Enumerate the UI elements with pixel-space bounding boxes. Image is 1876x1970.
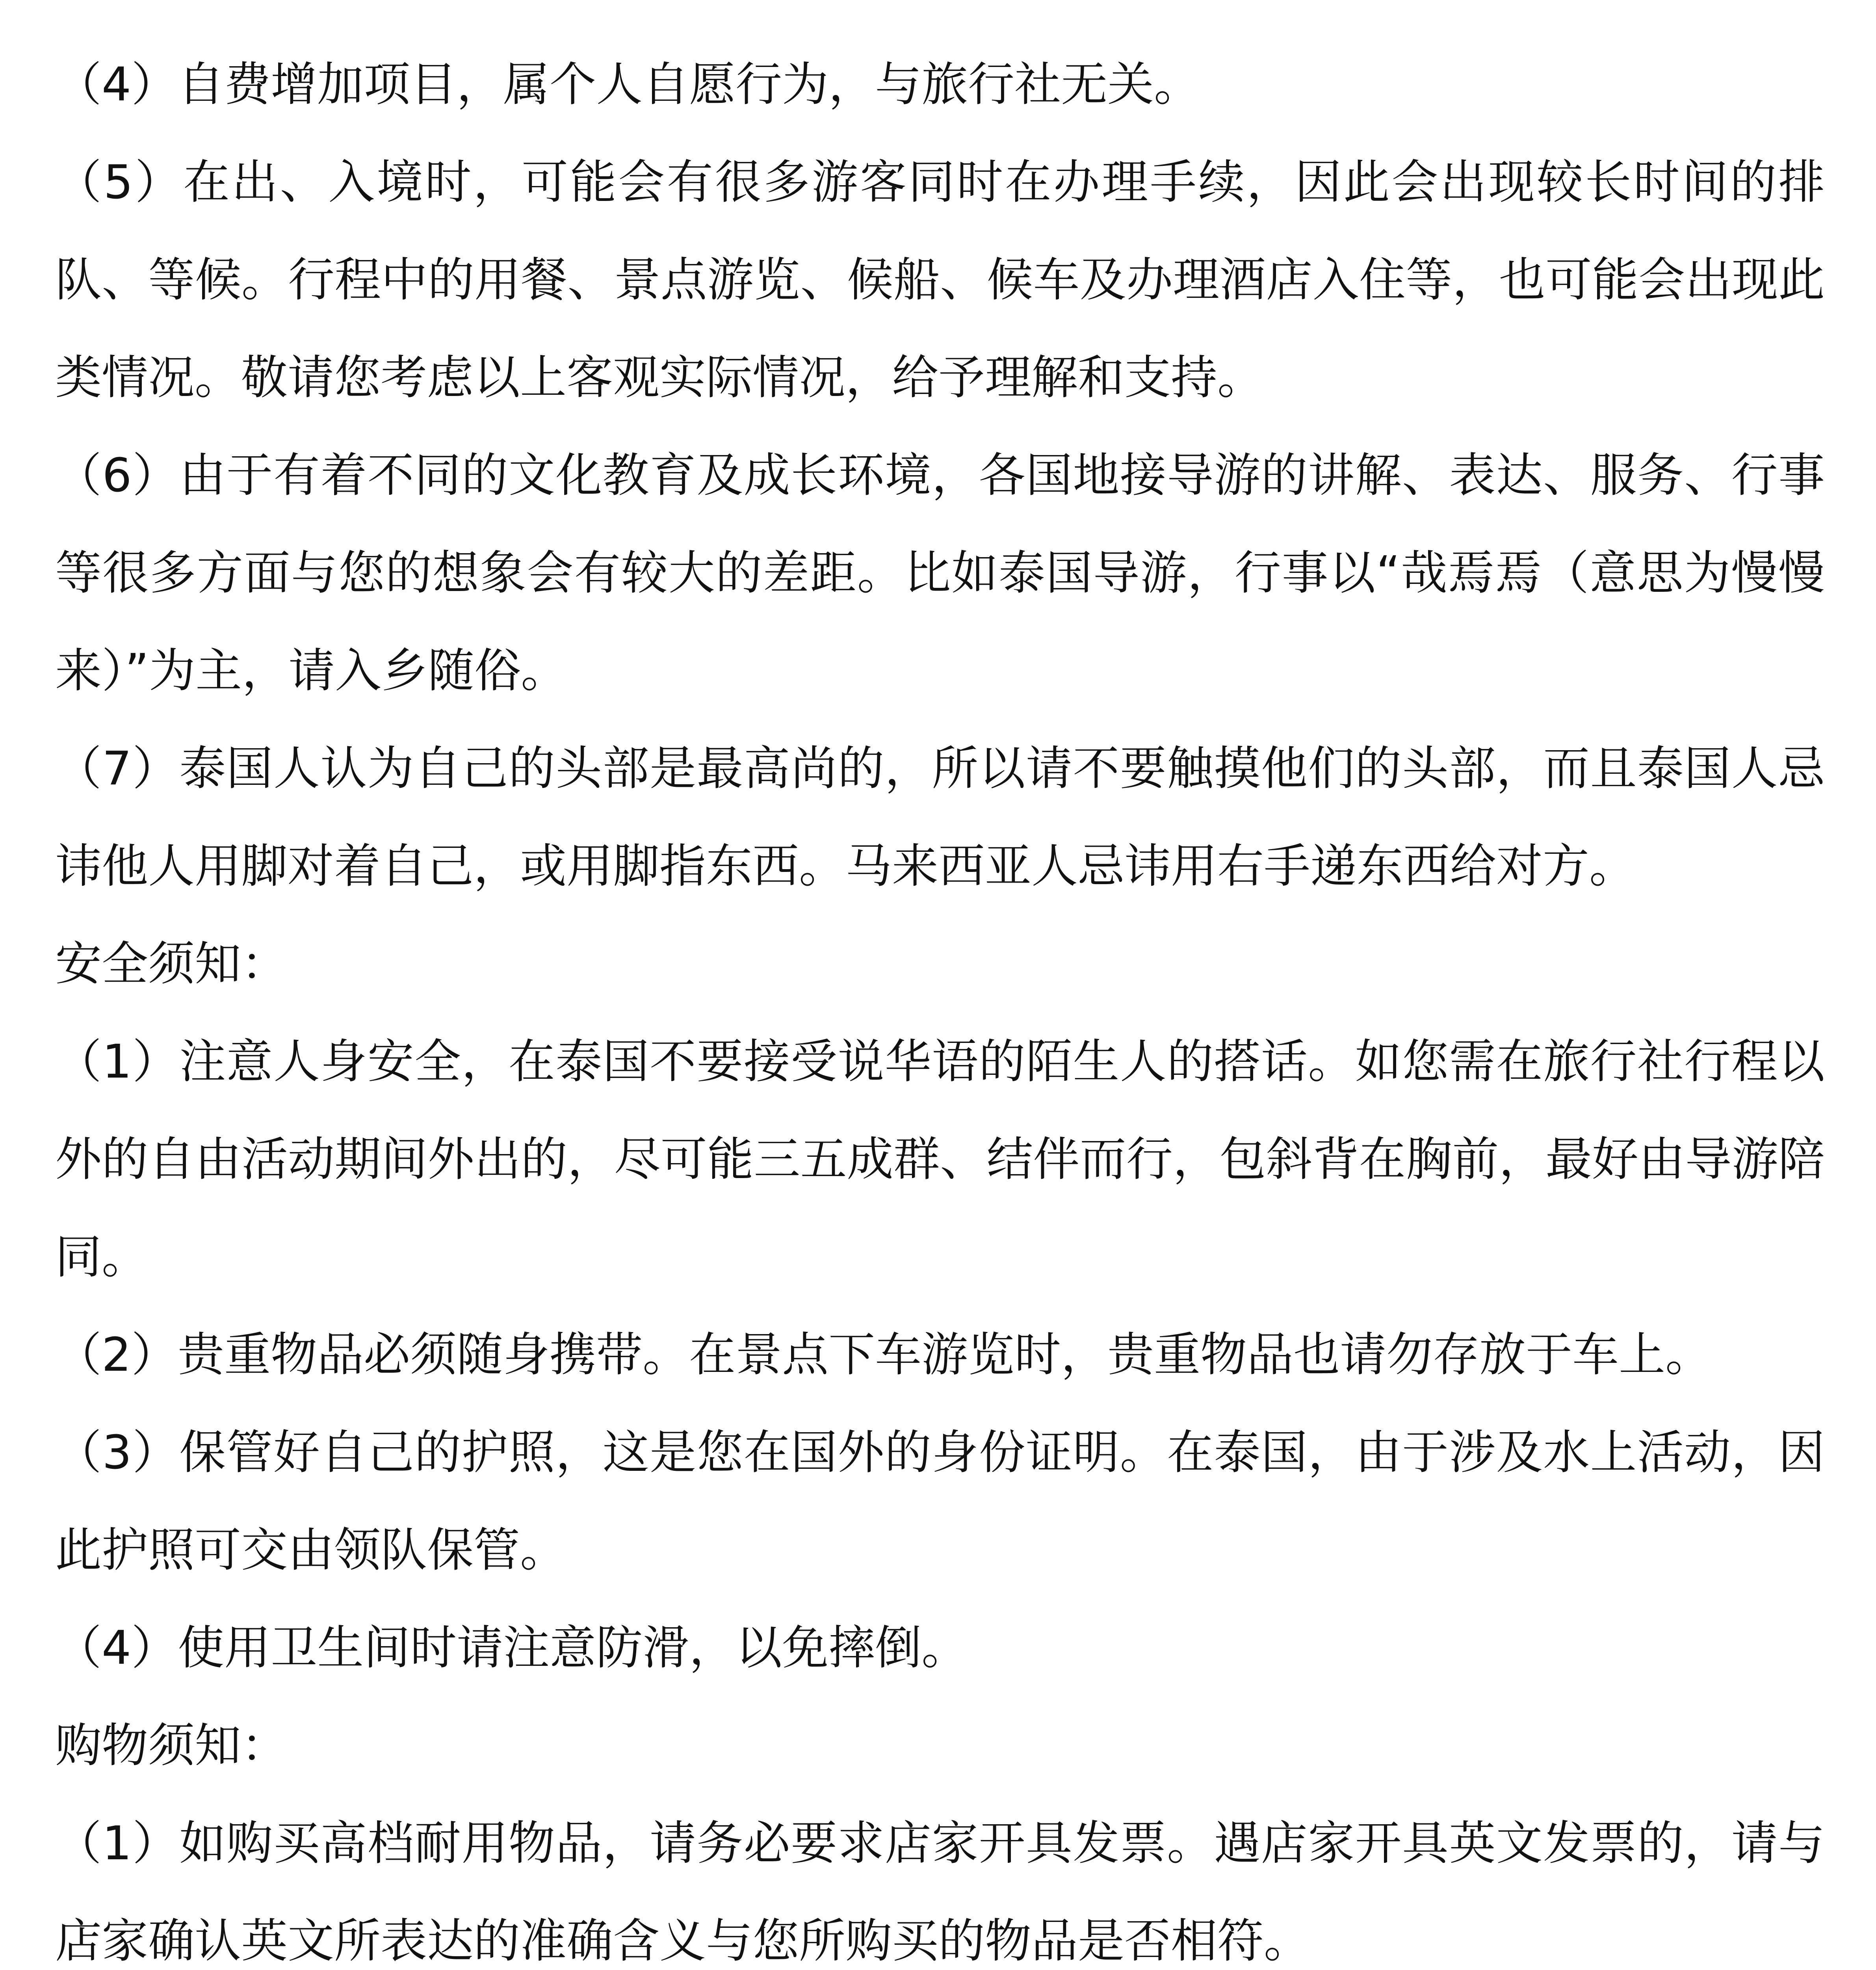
paragraph-border-queues: （5）在出、入境时，可能会有很多游客同时在办理手续，因此会出现较长时间的排队、等候。行程中的用餐、景点游览、候船、候车及办理酒店入住等，也可能会出现此类情况。敬请您考虑以上客观实际情况，给予理解和支持。 (55, 155, 1825, 405)
paragraph-personal-safety: （1）注意人身安全，在泰国不要接受说华语的陌生人的搭话。如您需在旅行社行程以外的自由活动期间外出的，尽可能三五成群、结伴而行，包斜背在胸前，最好由导游陪同。 (55, 1034, 1825, 1284)
heading-shopping-notice: 购物须知： (55, 1718, 288, 1773)
paragraph-invoices: （1）如购买高档耐用物品，请务必要求店家开具发票。遇店家开具英文发票的，请与店家确认英文所表达的准确含义与您所购买的物品是否相符。 (55, 1816, 1825, 1968)
paragraph-valuables: （2）贵重物品必须随身携带。在景点下车游览时，贵重物品也请勿存放于车上。 (55, 1327, 1712, 1382)
paragraph-self-paid-items: （4）自费增加项目，属个人自愿行为，与旅行社无关。 (55, 57, 1201, 112)
paragraph-local-guides: （6）由于有着不同的文化教育及成长环境，各国地接导游的讲解、表达、服务、行事等很多方面与您的想象会有较大的差距。比如泰国导游，行事以“哉焉焉（意思为慢慢来）”为主，请入乡随俗。 (55, 448, 1825, 698)
heading-safety-notice: 安全须知： (55, 937, 288, 991)
paragraph-restroom: （4）使用卫生间时请注意防滑，以免摔倒。 (55, 1621, 968, 1675)
paragraph-passport: （3）保管好自己的护照，这是您在国外的身份证明。在泰国，由于涉及水上活动，因此护照可交由领队保管。 (55, 1425, 1825, 1577)
paragraph-local-customs: （7）泰国人认为自己的头部是最高尚的，所以请不要触摸他们的头部，而且泰国人忌讳他人用脚对着自己，或用脚指东西。马来西亚人忌讳用右手递东西给对方。 (55, 741, 1825, 893)
